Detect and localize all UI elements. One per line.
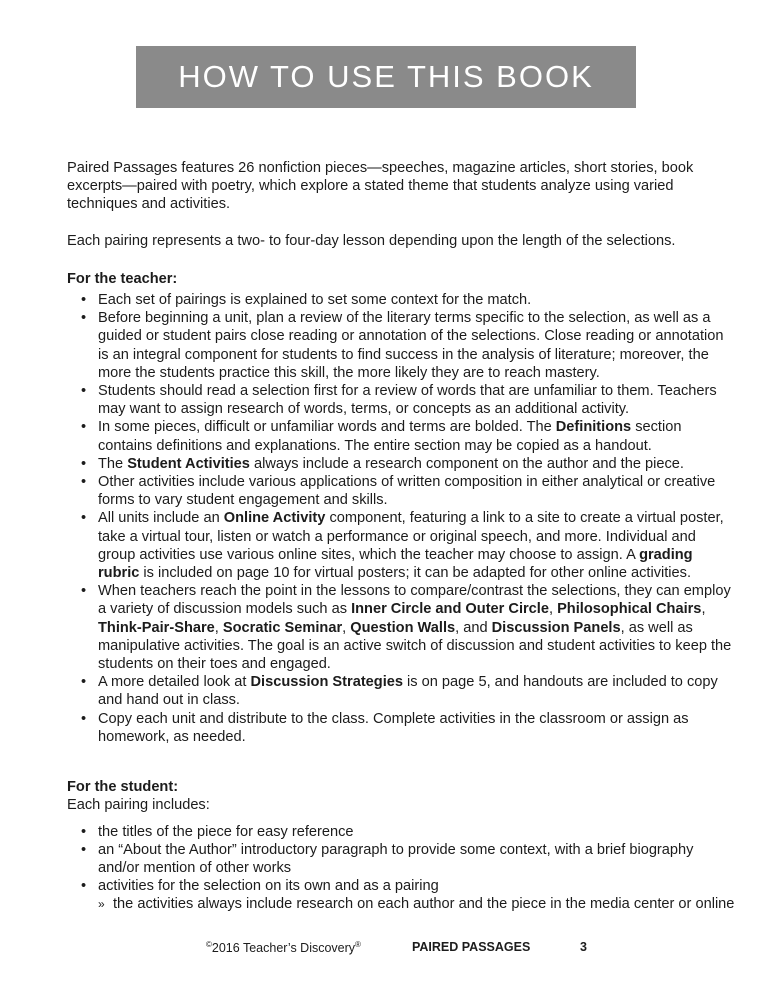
item-text: Copy each unit and distribute to the class. Complete activities in the classroom or assign as homework, as needed. [98,710,689,745]
item-text: the titles of the piece for easy reference [98,823,354,840]
bold-term: Online Activity [223,510,326,527]
student-list [67,823,737,914]
list-item [81,455,737,473]
list-item [81,673,737,709]
copyright-symbol: © [206,940,212,949]
item-text: activities for the selection on its own and as a pairing [98,878,439,895]
bold-term: grading rubric [98,546,693,582]
bold-term: Question Walls [350,619,456,636]
list-item [81,823,737,841]
item-text: When teachers reach the point in the lessons to compare/contrast the selections, they can employ a variety of discussion models such as [98,583,731,618]
lesson-length-paragraph: Each pairing represents a two- to four-day lesson depending upon the length of the selections. [67,232,676,249]
student-lead: Each pairing includes: [67,797,210,814]
list-item [81,877,737,913]
separator: , [548,601,558,618]
separator: , and [455,619,492,636]
list-item [81,291,737,309]
separator: , [701,601,706,618]
bold-term: Philosophical Chairs [557,601,702,618]
item-text: Each set of pairings is explained to set some context for the match. [98,292,532,309]
bold-term: Think-Pair-Share [98,619,215,636]
teacher-heading: For the teacher: [67,270,178,287]
item-text: an “About the Author” introductory paragraph to provide some context, with a brief biography and/or mention of other works [98,841,694,876]
bold-term: Inner Circle and Outer Circle [351,601,549,618]
page-number: 3 [580,940,587,954]
teacher-list [67,291,737,746]
copyright-text: 2016 Teacher’s Discovery [211,941,356,956]
registered-symbol: ® [355,940,361,949]
item-text: Before beginning a unit, plan a review of the literary terms specific to the selection, as well as a guided or student pairs close reading or annotation of the selections. Close reading or annotation is an integral component for students to find success in the analysis of literature; moreover, the more the students practice this skill, the more likely they are to reach mastery. [98,310,724,381]
sub-list-item: » the activities always include research on each author and the piece in the media center or online [98,895,737,913]
item-text: always include a research component on the author and the piece. [249,455,684,472]
list-item [81,473,737,509]
item-text: A more detailed look at [98,674,251,691]
item-text: The [98,455,128,472]
list-item [81,509,737,582]
item-text: All units include an [98,510,224,527]
list-item [81,309,737,382]
item-text: component, featuring a link to a site to create a virtual poster, take a virtual tour, listen or watch a performance or original speech, and more. Individual and group activities use various online sites, which the teacher may choose to assign. A [98,510,724,563]
list-item [81,710,737,746]
list-item [81,382,737,418]
bold-term: Socratic Seminar [222,619,343,636]
item-text: is included on page 10 for virtual posters; it can be adapted for other online activities. [139,565,692,582]
list-item [81,841,737,877]
sub-list [98,895,737,913]
copyright [206,940,361,955]
bold-term: Discussion Panels [491,619,621,636]
separator: , [342,619,351,636]
intro-paragraph: Paired Passages features 26 nonfiction pieces—speeches, magazine articles, short stories, book excerpts—paired with poetry, which explore a stated theme that students analyze using varied techniques and activities. [67,160,694,213]
separator: , [214,619,223,636]
list-item [81,418,737,454]
page-content [67,159,737,914]
bold-term: Discussion Strategies [250,674,403,691]
page-title: HOW TO USE THIS BOOK [178,59,594,94]
title-banner [136,46,636,108]
item-text: In some pieces, difficult or unfamiliar words and terms are bolded. The [98,419,556,436]
bold-term: Definitions [555,419,632,436]
book-title: PAIRED PASSAGES [412,940,531,954]
student-heading: For the student: [67,779,179,796]
item-text: Students should read a selection first for a review of words that are unfamiliar to them. Teachers may want to assign research of words, terms, or concepts as an additional activity. [98,383,717,418]
item-text: section contains definitions and explanations. The entire section may be copied as a handout. [98,419,682,454]
list-item [81,582,737,673]
item-text: , as well as manipulative activities. The goal is an active switch of discussion and student activities to keep the students on their toes and engaged. [98,619,732,673]
item-text: is on page 5, and handouts are included to copy and hand out in class. [98,674,718,709]
bold-term: Student Activities [127,455,250,472]
item-text: Other activities include various applications of written composition in either analytical or creative forms to vary student engagement and skills. [98,474,716,509]
